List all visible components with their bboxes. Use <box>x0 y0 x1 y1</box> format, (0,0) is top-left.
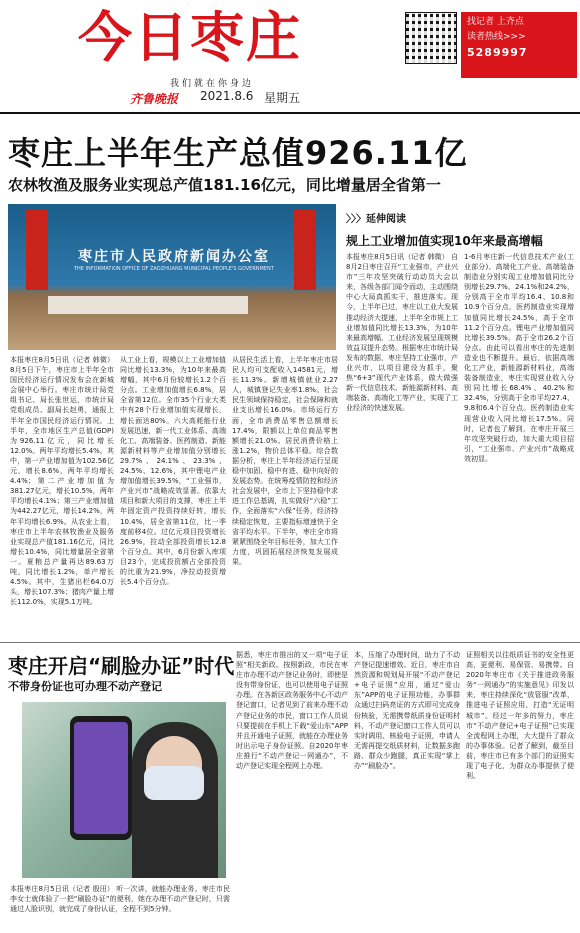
extended-reading-title: 规上工业增加值实现10年来最高增幅 <box>346 234 543 248</box>
issue-date: 2021.8.6 <box>200 89 254 103</box>
qr-code-icon <box>405 12 457 64</box>
second-column-3: 本，压缩了办理时间，助力了不动产登记提速增效。近日，枣庄市自然资源和规划局开展“不动产登记+电子证照”应用，通过“爱山东”APP的电子证照功能，办事群众通过扫码亮证的方式即可完成身份核验，无需携带纸质身份证明材料，不动产登记窗口工作人员可以实时调用、核验电子证照，申请人无需再提交纸质材料，让数据多跑路、群众少跑腿，真正实现“掌上办”“刷脸办”。 <box>354 651 460 771</box>
reader-hotline-box <box>461 12 577 78</box>
second-headline: 枣庄开启“刷脸办证”时代 <box>8 654 235 678</box>
extended-column-1: 本报枣庄8月5日讯（记者 韩微） 自8月2日枣庄召开“工业强市，产业兴市”三年攻坚突破行动动员大会以来，各级各部门闻令而动，主动围绕中心大局真抓实干，推进落实。现今，上半年已过，枣庄以工业大发展推动经济大提速，上半年全市规上工业增加值同比增长13.3%，为10年来最高增幅，工业经济发展呈现规模效益双提升态势。根据枣庄市统计局发布的数据，枣庄坚持工业强市，产业兴市，以项目建设为抓手，聚焦“6+3”现代产业体系，做大做强新一代信息技术、新能源新材料、高端装备、高端化工等产业，实现了工业经济的快速发展。 <box>346 253 458 413</box>
lead-subheadline: 农林牧渔及服务业实现总产值181.16亿元，同比增量居全省第一 <box>8 176 441 194</box>
hotline-line: 找记者 上齐点 <box>467 17 524 27</box>
slogan: 我们就在你身边 <box>170 79 255 89</box>
face-scan-photo <box>22 702 226 878</box>
mask-figure <box>144 766 204 800</box>
podium-table <box>48 296 248 314</box>
second-subheadline: 不带身份证也可办理不动产登记 <box>8 680 162 693</box>
press-conference-photo <box>8 204 336 350</box>
section-divider <box>0 642 580 643</box>
hotline-number: 5289997 <box>467 46 528 59</box>
masthead <box>0 0 580 112</box>
lead-column-1: 本报枣庄8月5日讯（记者 韩微） 8月5日下午，枣庄市上半年全市国民经济运行情况发布会在新城会展中心举行。枣庄市统计局党组书记、局长张世运，市统计局党组成员、副局长赵勇，通报上半年全市国民经济运行情况。上半年，全市地区生产总值(GDP)为926.11亿元，同比增长12.0%。两年平均增长5.4%。其中，第一产业增加值为102.56亿元，增长8.6%，两年平均增长4.4%；第二产业增加值为381.27亿元，增长10.5%，两年平均增长4.1%；第三产业增加值为442.27亿元，增长14.2%，两年平均增长6.9%。从农业上看，枣庄市上半年农林牧渔业及服务业实现总产值181.16亿元，同比增长10.4%，同比增量居全省第一。夏粮总产量再达89.63万吨，同比增长1.2%，单产增长4.5%。其中，生猪出栏64.0万头，增长107.3%；猪肉产量上增长112.0%，实现5.1万吨。 <box>10 356 114 607</box>
extended-column-2: 1-6月枣庄新一代信息技术产业(工业部分)、高端化工产业、高端装备制造业分别实现工业增加值同比分别增长29.7%、24.1%和24.2%，分别高于全市平均16.4、10.8和10.9个百分点，医药制造业实现增加值同比增长24.5%，高于全市11.2个百分点。锂电产业增加值同比增长39.5%，高于全市26.2个百分点。由此可以看出枣庄的先进制造业也不断提升。最后，依据高端化工产业，新能源新材料业，高端装备制造业，枣庄实现营业收入分别同比增长68.4%、40.2%和32.4%，分别高于全市平均27.4、9.8和6.4个百分点。医药制造业实现营业收入同比增长17.5%。同时，记者也了解到，在枣庄开展三年攻坚突破行动，加大重大项目招引，“工业强市、产业兴市”战略成效初显。 <box>464 253 574 463</box>
brand-logo: 齐鲁晚报 <box>130 92 179 106</box>
flag-icon <box>26 210 48 290</box>
phone-icon <box>70 716 132 840</box>
newspaper-logo: 今日枣庄 <box>78 6 302 69</box>
photo-banner-text: 枣庄市人民政府新闻办公室 <box>78 249 270 265</box>
flag-icon <box>294 210 316 290</box>
issue-weekday: 星期五 <box>264 91 301 105</box>
extended-reading-tag: 〉〉〉延伸阅读 <box>346 214 406 225</box>
second-column-1: 本报枣庄8月5日讯（记者 殷田） 听一次讲，就能办理业务。枣庄市民李女士就体验了一把“刷脸办证”的便利，她在办理不动产登记时，只需通过人脸识别，就完成了身份认证，全程不到5分钟。 <box>10 885 230 914</box>
second-column-2: 据悉，枣庄市推出的又一项“电子证照”相关新政。按照新政，市民在枣庄市办理不动产登记业务时，即使是没有带身份证，也可以使用电子证照办理。在各新区政务服务中心不动产登记窗口，记者见到了前来办理不动产登记业务的市民，窗口工作人员说只要提前在手机上下载“爱山东”APP并且开通电子证照，就能在办理业务时出示电子身份证照。自2020年枣庄推行“不动产登记一网通办”，不动产登记实现全程网上办理。 <box>236 651 348 771</box>
hotline-line: 读者热线>>> <box>467 32 526 42</box>
lead-column-2: 从工业上看，规模以上工业增加值同比增长13.3%，为10年来最高增幅，其中6月份较增长1.2个百分点。工业增加值增长6.8%，居全省第12位。全市35个行业大类中有28个行业增加值实现增长，增长面达80%。六大高耗能行业发展迅速，新一代工业体系、高端化工、高端装备、医药制造、新能源新材料等产业增加值分别增长29.7%、24.1%、23.3%、24.5%、12.6%，其中锂电产业增加值增长39.5%，“工业强市，产业兴市”战略成效显著。依靠大项目和新大项目的支撑，枣庄上半年固定资产投资持续好转，增长10.4%，居全省第11位，比一季度前移4位。过亿元项目投资增长26.9%，拉动全部投资增长12.8个百分点。其中，6月份新入库项目23个，完成投资额占全部投资的比重为21.9%，净拉动投资增长5.4个百分点。 <box>120 356 226 587</box>
masthead-divider <box>0 112 580 114</box>
photo-banner-en: THE INFORMATION OFFICE OF ZAOZHUANG MUNICIPAL PEOPLE'S GOVERNMENT <box>74 266 274 272</box>
lead-headline: 枣庄上半年生产总值926.11亿 <box>8 134 468 172</box>
lead-column-3: 从居民生活上看，上半年枣庄市居民人均可支配收入14581元，增长11.3%。新增城镇就业2.27人，城镇登记失业率1.8%。社会民生领域保持稳定，社会保障和就业支出增长16.0%。市场运行方面，全市消费品零售总额增长17.4%，限额以上单位商品零售额增长21.0%。居民消费价格上涨1.2%，物价总体平稳。综合数据分析，枣庄上半年经济运行呈现稳中加固、稳中有进、稳中向好的发展态势。在统筹疫情防控和经济社会发展中，全市上下坚持稳中求进工作总基调，扎实做好“六稳”工作，全面落实“六保”任务，经济持续稳定恢复，主要指标增速快于全省平均水平。下半年，枣庄全市将紧紧围绕全年目标任务，加大工作力度，巩固拓展经济恢复发展成果。 <box>232 356 338 566</box>
second-column-4: 证照相关以往纸质证书的安全性更高，更便利、易保管、易携带。自2020年枣庄市《关于推进政务服务“一网通办”的实施意见》印发以来，枣庄持续深化“放管服”改革，推进电子证照应用，打造“无证明城市”。经过一年多的努力，枣庄市“不动产登记+电子证照”已实现全流程网上办理，大大提升了群众的办事体验。记者了解到，截至目前，枣庄市已有多个部门的证照实现了电子化，为群众办事提供了便利。 <box>466 651 574 781</box>
